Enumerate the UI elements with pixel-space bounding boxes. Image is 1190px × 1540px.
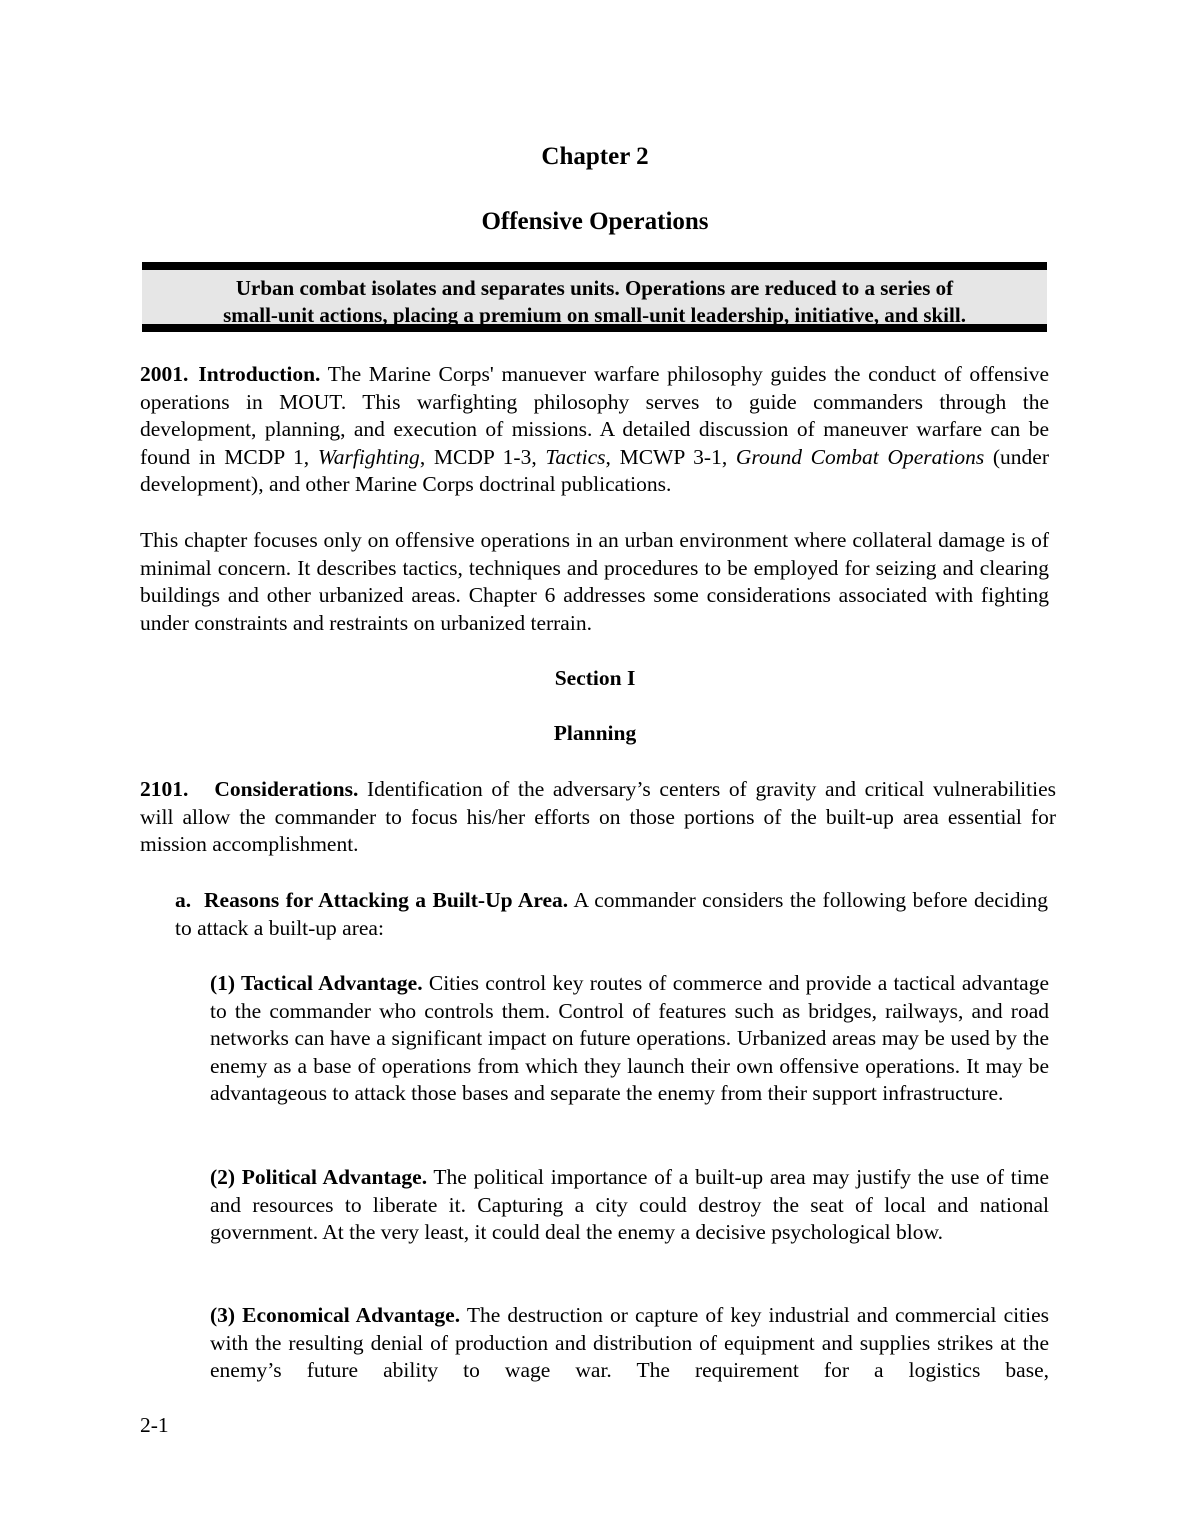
callout-line-2: small-unit actions, placing a premium on small-unit leadership, initiative, and skill. — [223, 303, 966, 327]
tactical-advantage-label: (1) Tactical Advantage. — [210, 971, 423, 995]
economical-advantage-text: The destruction or capture of key industrial and commercial cities with the resulting denial of production and distribution of equipment and supplies strikes at the enemy’s future ability to wage war. The requirement for a logistics base, — [210, 1303, 1049, 1383]
considerations-heading: Considerations. — [214, 777, 359, 801]
chapter-callout-box — [142, 262, 1047, 332]
intro-text-c: , MCWP 3-1, — [605, 444, 736, 469]
economical-advantage-label: (3) Economical Advantage. — [210, 1303, 461, 1327]
section-label: Section I — [554, 666, 636, 690]
intro-ref-ground-combat: Ground Combat Operations — [735, 444, 985, 469]
chapter-number: Chapter 2 — [541, 143, 649, 170]
reasons-text: A commander considers the following before deciding to attack a built-up area: — [175, 888, 1049, 940]
considerations-paragraph — [140, 776, 1056, 859]
reasons-heading: Reasons for Attacking a Built-Up Area. — [204, 888, 569, 912]
considerations-text: Identification of the adversary’s centers of gravity and critical vulnerabilities will allow the commander to focus his/her efforts on those portions of the built-up area essential for mission accomplishment. — [140, 777, 1056, 857]
reasons-paragraph — [175, 887, 1048, 942]
political-advantage-text: The political importance of a built-up area may justify the use of time and resources to liberate it. Capturing a city could destroy the seat of local and national government. At the very least, it could deal the enemy a decisive psychological blow. — [210, 1165, 1049, 1245]
intro-number: 2001. — [140, 362, 189, 386]
intro-text-b: , MCDP 1-3, — [419, 444, 546, 469]
tactical-advantage-text: Cities control key routes of commerce and provide a tactical advantage to the commander who controls them. Control of features such as bridges, railways, and road networks can have a significant impact on future operations. Urbanized areas may be used by the enemy as a base of operations from which they launch their own offensive operations. It may be advantageous to attack those bases and separate the enemy from their support infrastructure. — [210, 971, 1050, 1106]
economical-advantage-paragraph — [210, 1302, 1049, 1385]
page-number: 2-1 — [140, 1413, 169, 1437]
section-title: Planning — [553, 721, 637, 745]
tactical-advantage-paragraph — [210, 970, 1049, 1108]
intro-ref-tactics: Tactics — [545, 444, 606, 469]
political-advantage-label: (2) Political Advantage. — [210, 1165, 428, 1189]
political-advantage-paragraph — [210, 1164, 1049, 1247]
intro-text-a: The Marine Corps' manuever warfare philosophy guides the conduct of offensive operations in MOUT. This warfighting philosophy serves to guide commanders through the development, planning, and execution of missions. A detailed discussion of maneuver warfare can be found in MCDP 1, — [140, 362, 1049, 469]
intro-ref-warfighting: Warfighting — [317, 444, 420, 469]
introduction-paragraph — [140, 361, 1049, 499]
callout-line-1: Urban combat isolates and separates units. Operations are reduced to a series of — [235, 276, 954, 300]
chapter-title: Offensive Operations — [481, 208, 709, 235]
intro-text-d: (under development), and other Marine Corps doctrinal publications. — [140, 444, 1049, 497]
reasons-label: a. — [175, 888, 192, 912]
focus-paragraph: This chapter focuses only on offensive operations in an urban environment where collateral damage is of minimal concern. It describes tactics, techniques and procedures to be employed for seizing and clearing buildings and other urbanized areas. Chapter 6 addresses some considerations associated with fighting under constraints and restraints on urbanized terrain. — [140, 528, 1049, 635]
considerations-number: 2101. — [140, 777, 189, 801]
intro-heading: Introduction. — [198, 362, 321, 386]
